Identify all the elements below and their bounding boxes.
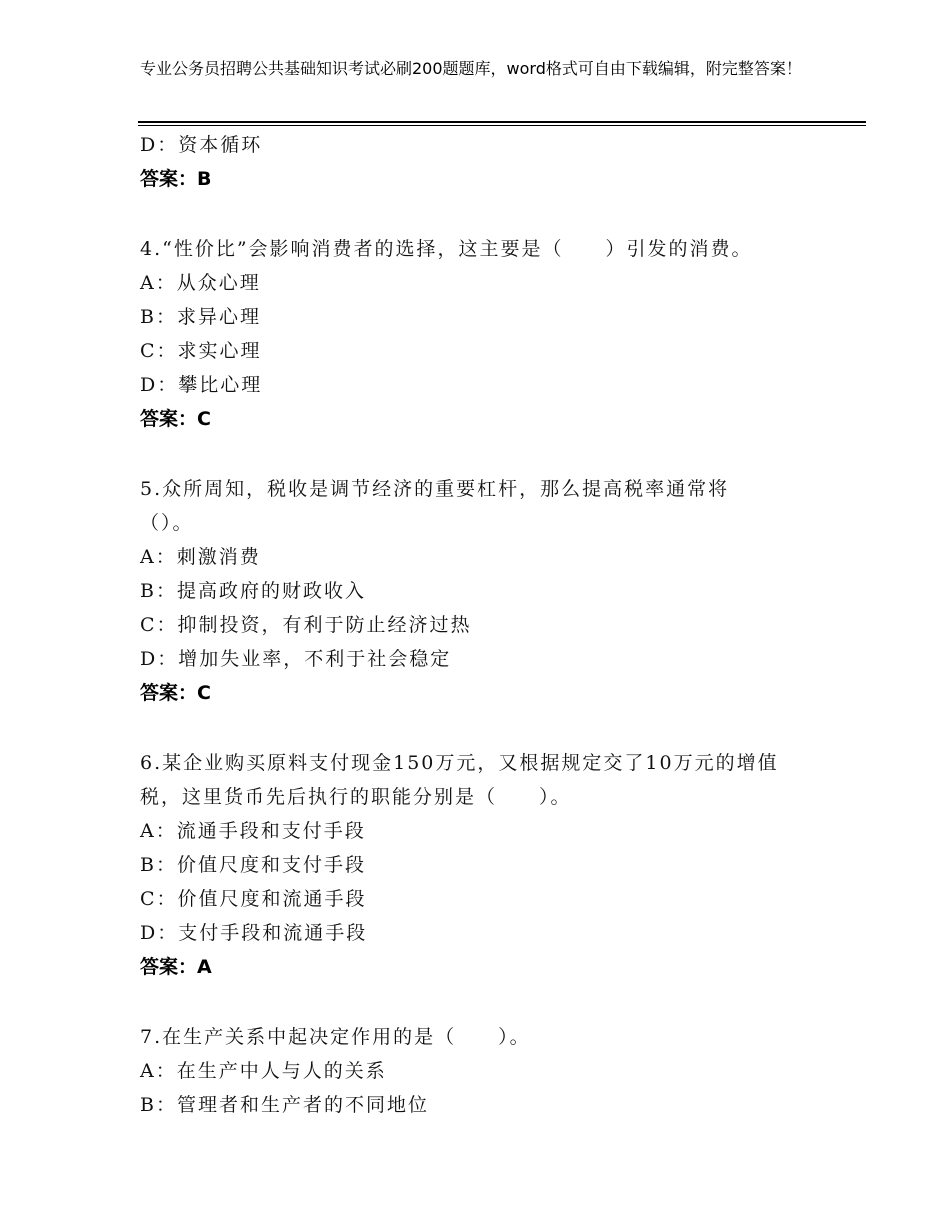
answer-line: 答案：B	[140, 168, 212, 190]
spacer	[140, 984, 840, 1020]
option-c: C：价值尺度和流通手段	[140, 888, 367, 910]
question-stem: 5.众所周知，税收是调节经济的重要杠杆，那么提高税率通常将（）。	[140, 478, 730, 534]
question-stem: 6.某企业购买原料支付现金150万元，又根据规定交了10万元的增值税，这里货币先后执行的职能分别是（ ）。	[140, 752, 779, 808]
answer-line: 答案：A	[140, 956, 212, 978]
option-d: D：支付手段和流通手段	[140, 922, 368, 944]
option-d: D：攀比心理	[140, 374, 263, 396]
answer-line: 答案：C	[140, 682, 211, 704]
header-rule-thin	[138, 125, 866, 126]
spacer	[140, 436, 840, 472]
question-stem: 4.“性价比”会影响消费者的选择，这主要是（ ）引发的消费。	[140, 238, 753, 260]
spacer	[140, 710, 840, 746]
option-b: B：提高政府的财政收入	[140, 580, 366, 602]
option-c: C：求实心理	[140, 340, 262, 362]
option-a: A：刺激消费	[140, 546, 261, 568]
header-rule-thick	[138, 121, 866, 123]
answer-line: 答案：C	[140, 408, 211, 430]
spacer	[140, 196, 840, 232]
document-header: 专业公务员招聘公共基础知识考试必刷200题题库，word格式可自由下载编辑，附完整答案！	[140, 59, 802, 78]
option-d: D：资本循环	[140, 134, 263, 156]
option-a: A：在生产中人与人的关系	[140, 1060, 387, 1082]
question-content	[140, 128, 840, 1122]
option-c: C：抑制投资，有利于防止经济过热	[140, 614, 472, 636]
question-stem: 7.在生产关系中起决定作用的是（ ）。	[140, 1026, 531, 1048]
option-b: B：求异心理	[140, 306, 261, 328]
option-b: B：管理者和生产者的不同地位	[140, 1094, 429, 1116]
option-d: D：增加失业率，不利于社会稳定	[140, 648, 452, 670]
option-a: A：从众心理	[140, 272, 261, 294]
option-b: B：价值尺度和支付手段	[140, 854, 366, 876]
option-a: A：流通手段和支付手段	[140, 820, 366, 842]
